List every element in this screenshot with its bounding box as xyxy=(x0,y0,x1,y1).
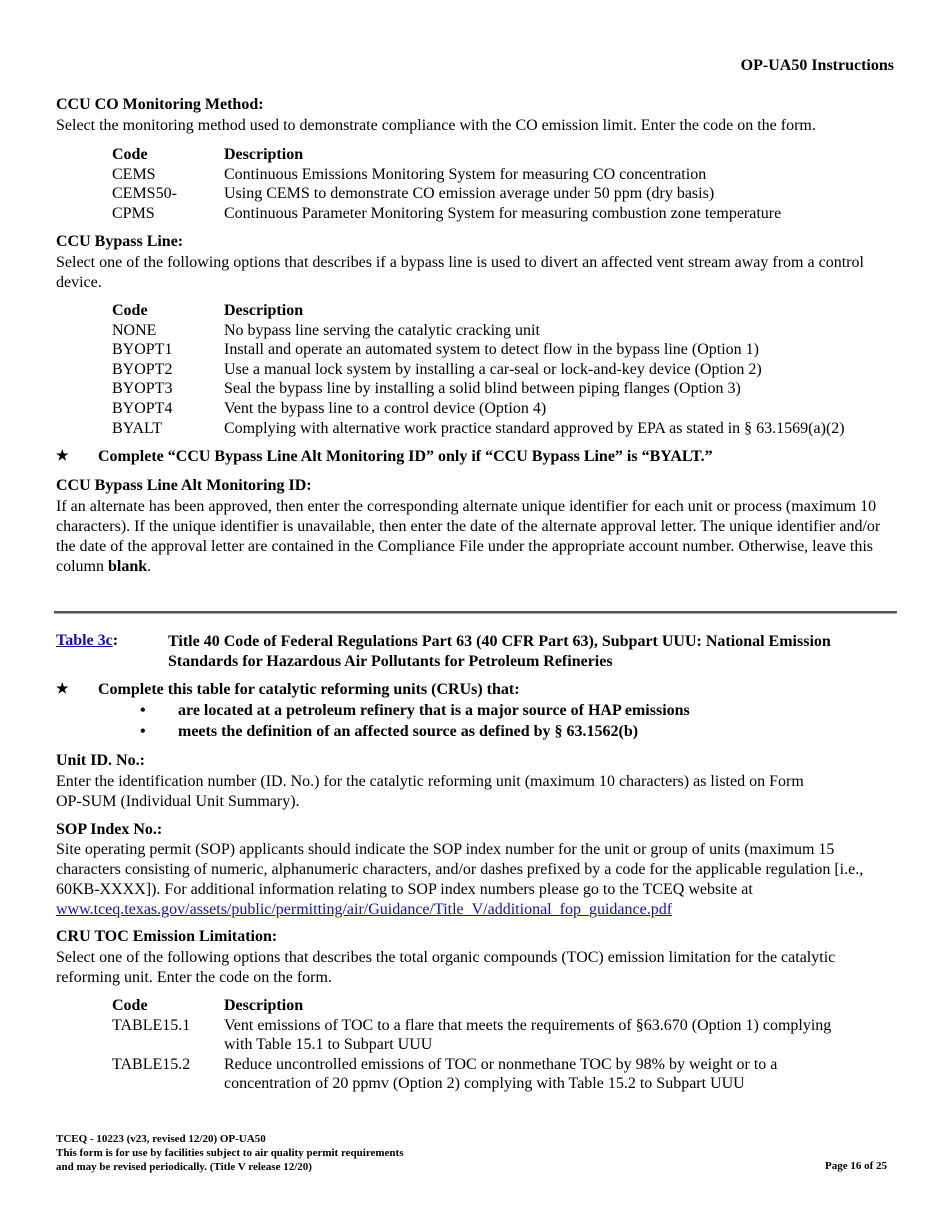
page-header-title: OP-UA50 Instructions xyxy=(740,57,894,74)
table-row xyxy=(112,184,781,204)
desc-line: Vent emissions of TOC to a flare that meets the requirements of §63.670 (Option 1) complying xyxy=(224,1016,832,1034)
desc-cell xyxy=(224,1055,777,1094)
table-row xyxy=(112,204,781,224)
alt-id-end: . xyxy=(147,558,152,575)
co-method-title: CCU CO Monitoring Method: xyxy=(56,96,264,113)
code-cell: TABLE15.2 xyxy=(112,1055,191,1073)
code-cell: CEMS xyxy=(112,165,156,183)
cru-col-code: Code xyxy=(112,997,148,1014)
code-cell: BYOPT2 xyxy=(112,360,173,378)
table-3c-title: Title 40 Code of Federal Regulations Part 63 (40 CFR Part 63), Subpart UUU: National Emission Standards for Hazardous Air Pollutants for Petroleum Refineries xyxy=(168,633,831,670)
table-3c-link[interactable]: Table 3c xyxy=(56,632,113,649)
table-row xyxy=(112,1016,831,1055)
code-cell: BYOPT3 xyxy=(112,380,173,398)
desc-cell: Continuous Parameter Monitoring System for measuring combustion zone temperature xyxy=(224,204,782,222)
desc-cell: Using CEMS to demonstrate CO emission average under 50 ppm (dry basis) xyxy=(224,185,715,203)
cru-toc-title: CRU TOC Emission Limitation: xyxy=(56,928,278,945)
page-number: Page 16 of 25 xyxy=(824,1160,887,1172)
table-row xyxy=(112,340,845,360)
sop-title: SOP Index No.: xyxy=(56,821,163,838)
star-icon: ★ xyxy=(56,682,69,697)
table-3c-complete-text: Complete this table for catalytic reforming units (CRUs) that: xyxy=(98,681,520,698)
bypass-col-desc: Description xyxy=(224,302,304,319)
alt-id-title: CCU Bypass Line Alt Monitoring ID: xyxy=(56,477,312,494)
desc-line: concentration of 20 ppmv (Option 2) complying with Table 15.2 to Subpart UUU xyxy=(224,1075,745,1093)
bypass-title: CCU Bypass Line: xyxy=(56,233,184,250)
bullet-text: are located at a petroleum refinery that is a major source of HAP emissions xyxy=(178,702,690,719)
code-cell: BYALT xyxy=(112,419,163,437)
footer-line: TCEQ - 10223 (v23, revised 12/20) OP-UA50 xyxy=(56,1133,266,1145)
star-icon: ★ xyxy=(56,449,69,464)
code-cell: BYOPT1 xyxy=(112,341,173,359)
sop-guidance-link[interactable]: www.tceq.texas.gov/assets/public/permitting/air/Guidance/Title_V/additional_fop_guidance.pdf xyxy=(56,901,673,918)
table-row xyxy=(112,399,845,419)
table-3c-complete xyxy=(56,681,520,699)
code-cell: CEMS50- xyxy=(112,185,177,203)
table-row xyxy=(112,1055,831,1094)
co-method-table xyxy=(112,145,781,223)
footer-line: This form is for use by facilities subject to air quality permit requirements xyxy=(56,1147,404,1159)
table-row xyxy=(112,165,781,185)
unit-id-text: Enter the identification number (ID. No.) for the catalytic reforming unit (maximum 10 characters) as listed on Form OP-SUM (Individual Unit Summary). xyxy=(56,773,804,810)
page-footer xyxy=(56,1132,404,1174)
bypass-note xyxy=(56,448,713,466)
cru-col-desc: Description xyxy=(224,997,304,1014)
desc-cell: Seal the bypass line by installing a solid blind between piping flanges (Option 3) xyxy=(224,380,741,398)
table-3c-colon: : xyxy=(112,632,119,649)
code-cell: CPMS xyxy=(112,204,155,222)
bullet-icon: • xyxy=(140,702,146,719)
co-col-desc: Description xyxy=(224,146,304,163)
desc-cell: No bypass line serving the catalytic cracking unit xyxy=(224,321,540,339)
list-item xyxy=(140,723,638,741)
unit-id-title: Unit ID. No.: xyxy=(56,752,145,769)
bypass-col-code: Code xyxy=(112,302,148,319)
table-row xyxy=(112,360,845,380)
table-3c-label xyxy=(56,632,118,650)
desc-cell xyxy=(224,1016,831,1055)
footer-line: and may be revised periodically. (Title V release 12/20) xyxy=(56,1161,312,1173)
desc-cell: Install and operate an automated system to detect flow in the bypass line (Option 1) xyxy=(224,341,759,359)
desc-cell: Vent the bypass line to a control device (Option 4) xyxy=(224,399,547,417)
cru-toc-intro: Select one of the following options that describes the total organic compounds (TOC) emission limitation for the catalytic reforming unit. Enter the code on the form. xyxy=(56,949,836,986)
code-cell: BYOPT4 xyxy=(112,399,173,417)
desc-line: Reduce uncontrolled emissions of TOC or nonmethane TOC by 98% by weight or to a xyxy=(224,1055,778,1073)
alt-id-blank: blank xyxy=(108,558,148,575)
code-cell: TABLE15.1 xyxy=(112,1016,191,1034)
table-row xyxy=(112,419,845,439)
bullet-icon: • xyxy=(140,723,146,740)
bypass-table xyxy=(112,301,845,438)
co-col-code: Code xyxy=(112,146,148,163)
sop-text xyxy=(56,840,896,920)
bypass-note-text: Complete “CCU Bypass Line Alt Monitoring ID” only if “CCU Bypass Line” is “BYALT.” xyxy=(98,448,713,465)
list-item xyxy=(140,702,690,720)
table-row xyxy=(112,321,845,341)
code-cell: NONE xyxy=(112,321,157,339)
alt-id-text xyxy=(56,497,896,577)
desc-cell: Complying with alternative work practice standard approved by EPA as stated in § 63.1569(a)(2) xyxy=(224,419,845,437)
bypass-intro: Select one of the following options that describes if a bypass line is used to divert an affected vent stream away from a control device. xyxy=(56,254,864,291)
section-divider xyxy=(54,611,897,614)
sop-body: Site operating permit (SOP) applicants should indicate the SOP index number for the unit or group of units (maximum 15 characters consisting of numeric, alphanumeric characters, and/or dashes prefixed by a code for the applicable regulation [i.e., 60KB-XXXX]). For additional information relating to SOP index numbers please go to the TCEQ website at xyxy=(56,841,864,898)
desc-cell: Use a manual lock system by installing a car-seal or lock-and-key device (Option 2) xyxy=(224,360,762,378)
desc-cell: Continuous Emissions Monitoring System for measuring CO concentration xyxy=(224,165,707,183)
table-row xyxy=(112,379,845,399)
cru-toc-table xyxy=(112,996,831,1094)
co-method-intro: Select the monitoring method used to demonstrate compliance with the CO emission limit. Enter the code on the form. xyxy=(56,117,816,134)
bullet-text: meets the definition of an affected source as defined by § 63.1562(b) xyxy=(178,723,639,740)
alt-id-body: If an alternate has been approved, then enter the corresponding alternate unique identifier for each unit or process (maximum 10 characters). If the unique identifier is unavailable, then enter the date of the alternate approval letter. The unique identifier and/or the date of the approval letter are contained in the Compliance File under the appropriate account number. Otherwise, leave this column xyxy=(56,498,881,575)
desc-line: with Table 15.1 to Subpart UUU xyxy=(224,1036,433,1054)
